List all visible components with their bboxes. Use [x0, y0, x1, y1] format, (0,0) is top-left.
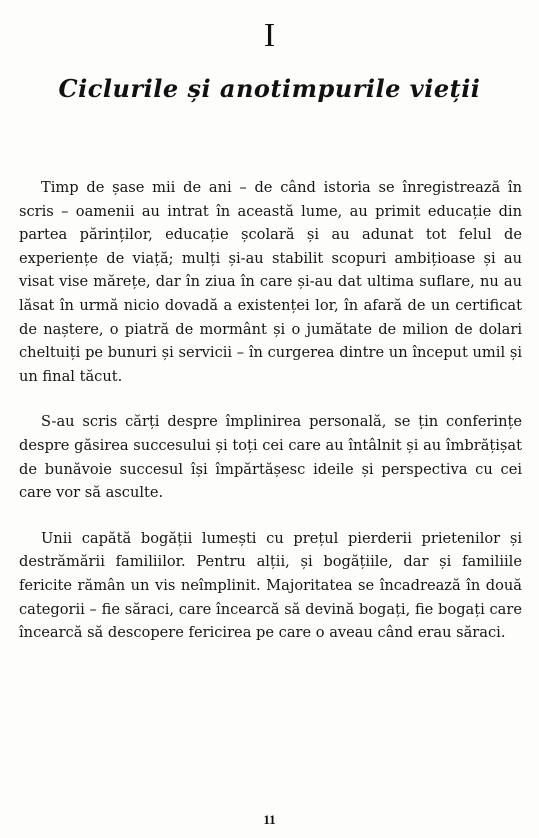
paragraph-2: S-au scris cărți despre împlinirea personală, se țin conferințe despre găsirea succesului și toți cei care au întâlnit și au îmbrățișat de bunăvoie succesul își împărtășesc ideile și perspectiva cu cei care vor să asculte. — [19, 413, 522, 502]
paragraph-1: Timp de șase mii de ani – de când istoria se înregistrează în scris – oamenii au intrat în această lume, au primit educație din partea părinților, educație școlară și au adunat tot felul de experiențe de viață; mulți și-au stabilit scopuri ambițioase și au visat vise mărețe, dar în ziua în care și-au dat ultima suflare, nu au lăsat în urmă nicio dovadă a existenței lor, în afară de un certificat de naștere, o piatră de mormânt și o jumătate de milion de dolari cheltuiți pe bunuri și servicii – în curgerea dintre un început umil și un final tăcut. — [19, 179, 522, 385]
page-number: 11 — [263, 812, 276, 827]
chapter-number: I — [263, 17, 276, 54]
chapter-title: Ciclurile și anotimpurile vieții — [58, 74, 481, 103]
body-text — [19, 176, 522, 645]
paragraph-3: Unii capătă bogății lumești cu prețul pierderii prietenilor și destrămării familiilor. Pentru alții, și bogățiile, dar și familiile fericite rămân un vis neîmplinit. Majoritatea se încadrează în două categorii – fie săraci, care încearcă să devină bogați, fie bogați care încearcă să descopere fericirea pe care o aveau când erau săraci. — [19, 529, 522, 642]
